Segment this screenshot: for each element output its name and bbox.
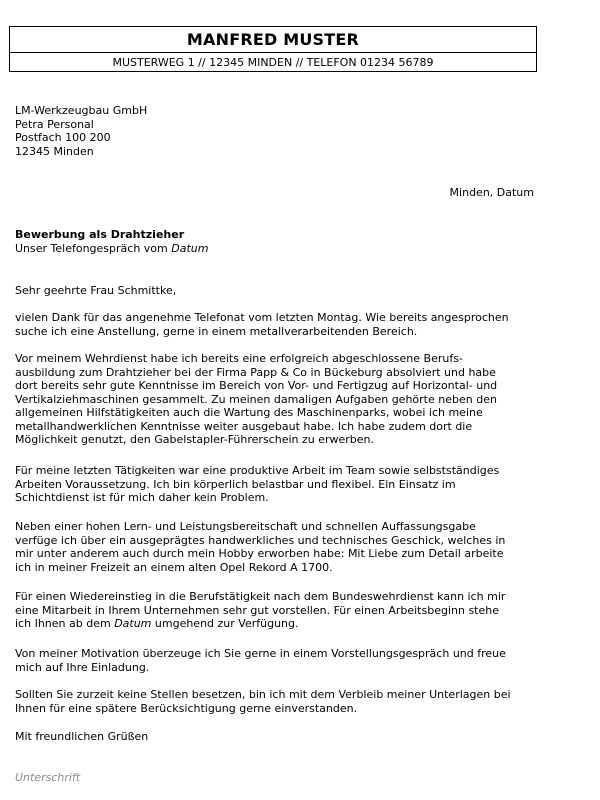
paragraph-line: allgemeinen Hilfstätigkeiten auch die Wartung des Maschinenparks, wobei ich meine: [15, 406, 483, 419]
subject-reference-prefix: Unser Telefongespräch vom: [15, 241, 172, 255]
salutation: Sehr geehrte Frau Schmittke,: [15, 284, 177, 297]
paragraph-line: suche ich eine Anstellung, gerne in einem metallverarbeitenden Bereich.: [15, 324, 418, 338]
paragraph-line: Schichtdienst ist für mich daher kein Problem.: [15, 491, 269, 504]
body-paragraph-4: [15, 520, 540, 574]
body-paragraph-7: [15, 688, 540, 715]
paragraph-line: ich in meiner Freizeit an einem alten Opel Rekord A 1700.: [15, 560, 333, 574]
subject-reference-date-placeholder: Datum: [171, 241, 209, 255]
subject-reference: [15, 242, 208, 256]
paragraph-line: Für einen Wiedereinstieg in die Berufstätigkeit nach dem Bundeswehrdienst kann ich mir: [15, 590, 506, 603]
paragraph-line: vielen Dank für das angenehme Telefonat vom letzten Montag. Wie bereits angesprochen: [15, 311, 509, 324]
paragraph-line: Vertikalziehmaschinen gesammelt. Zu meinen damaligen Aufgaben gehörte neben den: [15, 392, 497, 406]
body-paragraph-6: [15, 647, 540, 674]
paragraph-line: Arbeiten Voraussetzung. Ich bin körperlich belastbar und flexibel. Ein Einsatz im: [15, 477, 456, 491]
paragraph-line-prefix: ich Ihnen ab dem: [15, 617, 115, 630]
body-paragraph-1: [15, 311, 540, 338]
paragraph-line: verfüge ich über ein ausgeprägtes handwerkliches und technisches Geschick, welches in: [15, 533, 506, 547]
letterhead: [9, 26, 537, 72]
place-date: Minden, Datum: [449, 186, 534, 199]
closing-formula: Mit freundlichen Grüßen: [15, 730, 149, 743]
recipient-company: LM-Werkzeugbau GmbH: [15, 104, 148, 117]
paragraph-line: eine Mitarbeit in Ihrem Unternehmen sehr gut vorstellen. Für einen Arbeitsbeginn stehe: [15, 603, 499, 617]
paragraph-line: Möglichkeit genutzt, den Gabelstapler-Führerschein zu erwerben.: [15, 433, 375, 446]
paragraph-line: Neben einer hohen Lern- und Leistungsbereitschaft und schnellen Auffassungsgabe: [15, 520, 476, 533]
signature-placeholder: Unterschrift: [15, 771, 81, 784]
paragraph-line: Sollten Sie zurzeit keine Stellen besetzen, bin ich mit dem Verbleib meiner Unterlagen bei: [15, 688, 511, 701]
paragraph-line: mir unter anderem auch durch mein Hobby erworben habe: Mit Liebe zum Detail arbeite: [15, 547, 504, 560]
paragraph-line: Vor meinem Wehrdienst habe ich bereits eine erfolgreich abgeschlossene Berufs-: [15, 352, 463, 365]
paragraph-line: Für meine letzten Tätigkeiten war eine produktive Arbeit im Team sowie selbstständiges: [15, 464, 500, 477]
body-paragraph-5: [15, 590, 540, 631]
paragraph-line: Ihnen für eine spätere Berücksichtigung gerne einverstanden.: [15, 701, 358, 715]
subject-title: Bewerbung als Drahtzieher: [15, 228, 185, 241]
paragraph-line: mich auf Ihre Einladung.: [15, 660, 150, 674]
paragraph-line: metallhandwerklichen Kenntnisse weiter ausgebaut habe. Ich habe zudem dort die: [15, 419, 473, 433]
paragraph-line: Von meiner Motivation überzeuge ich Sie gerne in einem Vorstellungsgespräch und freue: [15, 647, 506, 660]
start-date-placeholder: Datum: [114, 617, 152, 630]
paragraph-line-suffix: umgehend zur Verfügung.: [151, 617, 299, 630]
body-paragraph-2: [15, 352, 540, 447]
paragraph-line: ausbildung zum Drahtzieher bei der Firma Papp & Co in Bückeburg absolviert und habe: [15, 365, 496, 379]
sender-address: MUSTERWEG 1 // 12345 MINDEN // TELEFON 01234 56789: [112, 56, 434, 69]
recipient-address-block: [15, 104, 147, 158]
body-paragraph-3: [15, 464, 540, 505]
subject-block: [15, 228, 208, 255]
paragraph-line: dort bereits sehr gute Kenntnisse im Bereich von Vor- und Fertigzug auf Horizontal- und: [15, 379, 498, 392]
recipient-contact: Petra Personal: [15, 117, 94, 131]
paragraph-line: [15, 617, 540, 631]
recipient-po-box: Postfach 100 200: [15, 131, 111, 144]
sender-name: MANFRED MUSTER: [10, 27, 536, 53]
recipient-city: 12345 Minden: [15, 144, 94, 158]
